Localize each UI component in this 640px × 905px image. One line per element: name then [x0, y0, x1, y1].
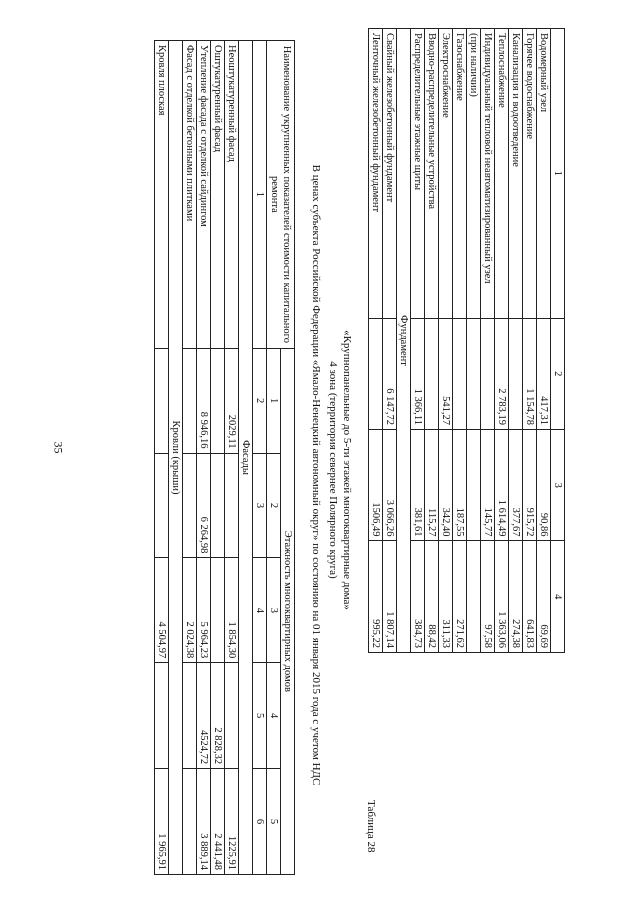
value-cell: [509, 318, 523, 429]
section-row: [239, 41, 253, 875]
table-row: [453, 29, 467, 653]
value-cell: 1225,91: [225, 769, 239, 875]
value-cell: 384,73: [411, 541, 425, 653]
index-cell: 3: [253, 453, 267, 558]
table-header-row: [281, 41, 295, 875]
value-cell: [425, 318, 439, 429]
section-foundation: Фундамент: [397, 29, 411, 653]
row-label: Ленточный железобетонный фундамент: [369, 29, 383, 319]
value-cell: 2 828,32: [211, 663, 225, 769]
table-row: [411, 29, 425, 653]
value-cell: 311,33: [439, 541, 453, 653]
table-header-row: [551, 29, 565, 653]
table-row: [537, 29, 551, 653]
value-cell: [467, 429, 481, 540]
floor-cell: 4: [267, 663, 281, 769]
index-row: [253, 41, 267, 875]
table-row: [467, 29, 481, 653]
page-number: 35: [51, 441, 66, 454]
value-cell: [155, 348, 169, 453]
row-label: Горячее водоснабжение: [523, 29, 537, 319]
value-cell: 69,69: [537, 541, 551, 653]
table-row: [383, 29, 397, 653]
row-label: Канализация и водоотведение: [509, 29, 523, 319]
value-cell: 6 147,72: [383, 318, 397, 429]
indicator-name-header: Наименование укрупненных показателей стоимости капитального ремонта: [267, 41, 295, 349]
table-row: [197, 41, 211, 875]
value-cell: [155, 453, 169, 558]
row-label: Электроснабжение: [439, 29, 453, 319]
floors-header: Этажность многоквартирных домов: [281, 348, 295, 874]
value-cell: 97,58: [481, 541, 495, 653]
value-cell: 1 965,91: [155, 769, 169, 875]
value-cell: 1506,49: [369, 429, 383, 540]
value-cell: [183, 663, 197, 769]
header-cell: 4: [551, 541, 565, 653]
heading-prices: В ценах субъекта Российской Федерации «Ямало-Ненецкий автономный округ» по состоянию на 01 января 2015 года с учетом НДС: [310, 164, 322, 786]
row-label: Фасад с отделкой бетонными плитками: [183, 41, 197, 349]
floor-cell: 1: [267, 348, 281, 453]
value-cell: 915,72: [523, 429, 537, 540]
value-cell: [183, 348, 197, 453]
value-cell: [225, 453, 239, 558]
index-cell: 1: [253, 41, 267, 349]
value-cell: 187,55: [453, 429, 467, 540]
row-label: Неоштукатуренный фасад: [225, 41, 239, 349]
value-cell: 274,38: [509, 541, 523, 653]
table-row: [495, 29, 509, 653]
floor-cell: 3: [267, 558, 281, 663]
value-cell: 2029,11: [225, 348, 239, 453]
value-cell: 271,62: [453, 541, 467, 653]
row-label: Кровля плоская: [155, 41, 169, 349]
value-cell: 995,22: [369, 541, 383, 653]
value-cell: [183, 769, 197, 875]
value-cell: [211, 558, 225, 663]
section-roofs: Кровли (крыши): [169, 41, 183, 875]
value-cell: [211, 348, 225, 453]
table-row: [425, 29, 439, 653]
value-cell: 381,61: [411, 429, 425, 540]
value-cell: [183, 453, 197, 558]
table-row: [439, 29, 453, 653]
table-row: [523, 29, 537, 653]
value-cell: [211, 453, 225, 558]
value-cell: [155, 663, 169, 769]
table-caption: Таблица 28: [365, 800, 377, 853]
value-cell: 6 264,98: [197, 453, 211, 558]
value-cell: 2 783,19: [495, 318, 509, 429]
table-row: [225, 41, 239, 875]
index-cell: 4: [253, 558, 267, 663]
value-cell: 1 154,78: [523, 318, 537, 429]
header-cell: 3: [551, 429, 565, 540]
value-cell: 3 889,14: [197, 769, 211, 875]
value-cell: 1 366,11: [411, 318, 425, 429]
index-cell: 5: [253, 663, 267, 769]
value-cell: 5 964,23: [197, 558, 211, 663]
value-cell: 641,83: [523, 541, 537, 653]
value-cell: 1 807,14: [383, 541, 397, 653]
table-row: [481, 29, 495, 653]
value-cell: 3 066,26: [383, 429, 397, 540]
value-cell: 8 946,16: [197, 348, 211, 453]
row-label: Вводно-распределительные устройства: [425, 29, 439, 319]
table-row: [211, 41, 225, 875]
value-cell: [467, 318, 481, 429]
value-cell: 1 854,30: [225, 558, 239, 663]
row-label: Утепление фасада с отделкой сайдингом: [197, 41, 211, 349]
index-cell: 6: [253, 769, 267, 875]
section-row: [169, 41, 183, 875]
table-28: [154, 40, 295, 875]
header-cell: 1: [551, 29, 565, 319]
row-label: Распределительные этажные щиты: [411, 29, 425, 319]
table-row: [183, 41, 197, 875]
row-label: (при наличии): [467, 29, 481, 319]
value-cell: [453, 318, 467, 429]
value-cell: 4 504,97: [155, 558, 169, 663]
row-label: Оштукатуренный фасад: [211, 41, 225, 349]
value-cell: [467, 541, 481, 653]
table-row: [369, 29, 383, 653]
value-cell: [481, 318, 495, 429]
value-cell: 2 441,48: [211, 769, 225, 875]
value-cell: 88,42: [425, 541, 439, 653]
floor-cell: 2: [267, 453, 281, 558]
row-label: Газоснабжение: [453, 29, 467, 319]
value-cell: [369, 318, 383, 429]
value-cell: 4524,72: [197, 663, 211, 769]
value-cell: 541,27: [439, 318, 453, 429]
value-cell: 1 614,49: [495, 429, 509, 540]
table-row: [155, 41, 169, 875]
section-row: [397, 29, 411, 653]
row-label: Теплоснабжение: [495, 29, 509, 319]
section-facades: Фасады: [239, 41, 253, 875]
index-cell: 2: [253, 348, 267, 453]
value-cell: [225, 663, 239, 769]
value-cell: 2 024,38: [183, 558, 197, 663]
value-cell: 417,31: [537, 318, 551, 429]
table-row: [509, 29, 523, 653]
value-cell: 377,67: [509, 429, 523, 540]
value-cell: 90,86: [537, 429, 551, 540]
value-cell: 342,40: [439, 429, 453, 540]
heading-zone: 4 зона (территория севернее Полярного круга): [327, 361, 339, 579]
heading-building-type: «Крупнопанельные до 5-ти этажей многоквартирные дома»: [341, 330, 353, 610]
row-label: Индивидуальный тепловой неавтоматизированный узел: [481, 29, 495, 319]
row-label: Водомерный узел: [537, 29, 551, 319]
row-label: Свайный железобетонный фундамент: [383, 29, 397, 319]
floor-cell: 5: [267, 769, 281, 875]
value-cell: 115,27: [425, 429, 439, 540]
value-cell: 145,77: [481, 429, 495, 540]
header-cell: 2: [551, 318, 565, 429]
table-27-continuation: [368, 28, 565, 653]
value-cell: 1 363,06: [495, 541, 509, 653]
